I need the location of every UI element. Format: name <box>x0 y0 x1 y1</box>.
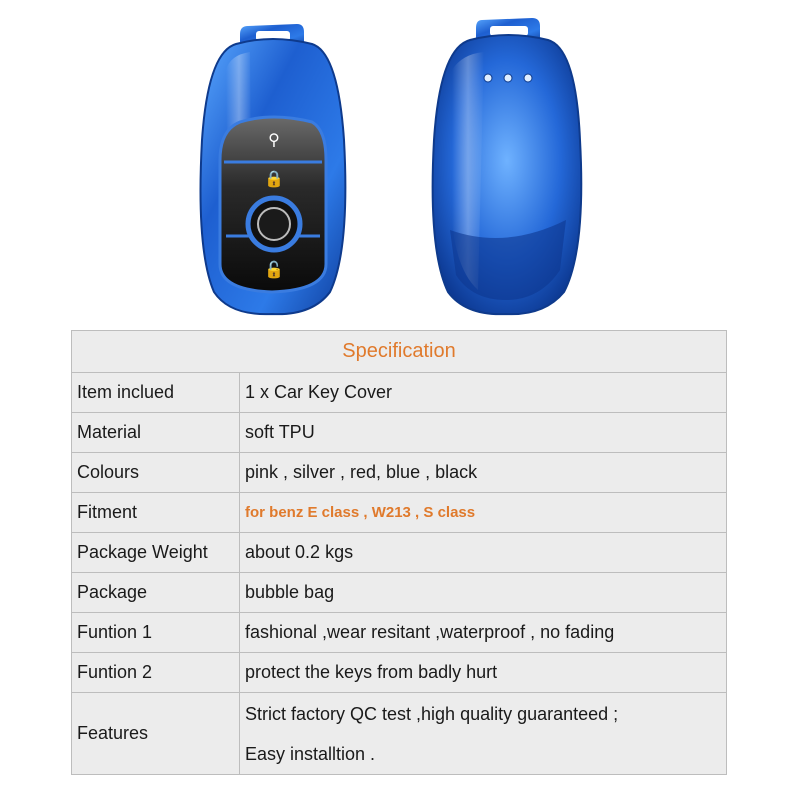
svg-text:🔓: 🔓 <box>264 260 284 279</box>
table-row <box>72 693 727 775</box>
spec-header-row <box>72 331 727 373</box>
table-row <box>72 373 727 413</box>
spec-value-package-weight: about 0.2 kgs <box>240 533 727 573</box>
table-row <box>72 413 727 453</box>
spec-label-function-1: Funtion 1 <box>72 613 240 653</box>
table-row <box>72 653 727 693</box>
svg-text:⚲: ⚲ <box>268 130 280 149</box>
key-cover-front-image <box>201 24 346 314</box>
features-line-1: Strict factory QC test ,high quality guaranteed ; <box>245 703 619 724</box>
features-line-2: Easy installtion . <box>245 743 376 764</box>
spec-value-item-included: 1 x Car Key Cover <box>240 373 727 413</box>
spec-value-function-2: protect the keys from badly hurt <box>240 653 727 693</box>
spec-label-function-2: Funtion 2 <box>72 653 240 693</box>
spec-value-function-1: fashional ,wear resitant ,waterproof , no fading <box>240 613 727 653</box>
spec-label-colours: Colours <box>72 453 240 493</box>
specification-table <box>71 330 727 775</box>
spec-value-fitment: for benz E class , W213 , S class <box>240 493 727 533</box>
spec-value-material: soft TPU <box>240 413 727 453</box>
product-images <box>0 0 800 320</box>
key-cover-back-image <box>433 18 582 314</box>
spec-label-fitment: Fitment <box>72 493 240 533</box>
svg-text:🔒: 🔒 <box>264 169 284 188</box>
spec-value-features <box>240 693 727 775</box>
spec-title: Specification <box>72 331 727 373</box>
table-row <box>72 493 727 533</box>
spec-label-package-weight: Package Weight <box>72 533 240 573</box>
spec-value-colours: pink , silver , red, blue , black <box>240 453 727 493</box>
table-row <box>72 453 727 493</box>
spec-label-material: Material <box>72 413 240 453</box>
table-row <box>72 613 727 653</box>
spec-label-features: Features <box>72 693 240 775</box>
spec-label-package: Package <box>72 573 240 613</box>
table-row <box>72 533 727 573</box>
spec-label-item-included: Item inclued <box>72 373 240 413</box>
table-row <box>72 573 727 613</box>
spec-value-package: bubble bag <box>240 573 727 613</box>
